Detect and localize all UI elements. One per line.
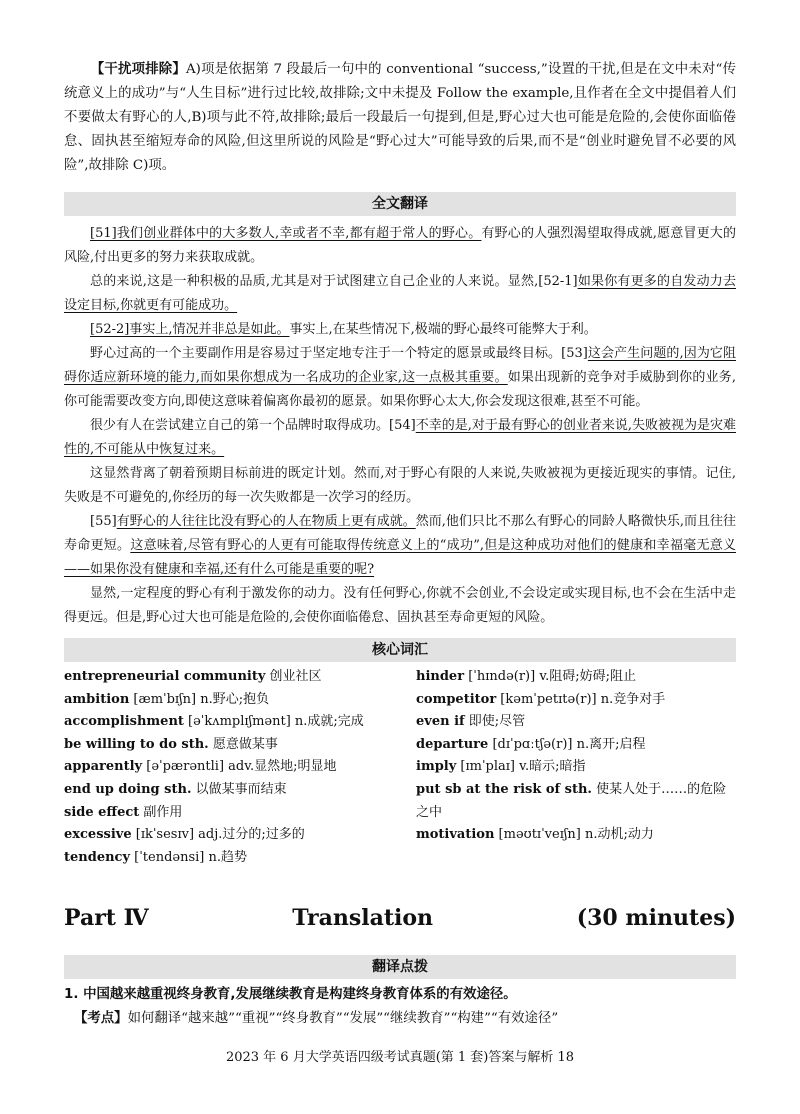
translation-para-5: 很少有人在尝试建立自己的第一个品牌时取得成功。[54]不幸的是,对于最有野心的创业者来说,失败被视为是灾难性的,不可能从中恢复过来。	[64, 418, 737, 457]
vocab-item: apparently [əˈpærəntli] adv.显然地;明显地	[64, 759, 337, 775]
page-content	[64, 58, 736, 1031]
underlined-sentence-55: 有野心的人往往比没有野心的人在物质上更有成就。	[116, 514, 416, 529]
full-translation	[64, 222, 736, 630]
distractor-paragraph	[64, 58, 736, 178]
vocab-list	[64, 666, 736, 869]
vocab-item: excessive [ɪkˈsesɪv] adj.过分的;过多的	[64, 827, 305, 843]
part-time: (30 minutes)	[576, 905, 736, 932]
vocab-item: motivation [məʊtɪˈveɪʃn] n.动机;动力	[416, 827, 654, 843]
underlined-sentence-52-1: 如果你有更多的自发动力去设定目标,你就更有可能成功。	[64, 274, 736, 313]
translation-section-title: 全文翻译	[64, 192, 736, 216]
translation-para-7: [55]有野心的人往往比没有野心的人在物质上更有成就。然而,他们只比不那么有野心的同龄人略微快乐,而且往往寿命更短。这意味着,尽管有野心的人更有可能取得传统意义上的“成功”,但是这种成功对他们的健康和幸福毫无意义——如果你没有健康和幸福,还有什么可能是重要的呢?	[64, 514, 736, 577]
translation-para-4: 野心过高的一个主要副作用是容易过于坚定地专注于一个特定的愿景或最终目标。[53]这会产生问题的,因为它阻碍你适应新环境的能力,而如果你想成为一名成功的企业家,这一点极其重要。如果出现新的竞争对手威胁到你的业务,你可能需要改变方向,即使这意味着偏离你最初的愿景。如果你野心太大,你会发现这很难,甚至不可能。	[64, 346, 737, 409]
vocab-item: entrepreneurial community 创业社区	[64, 669, 322, 684]
underlined-sentence-54: 不幸的是,对于最有野心的创业者来说,失败被视为是灾难性的,不可能从中恢复过来。	[64, 418, 737, 457]
underlined-sentence-53: 这会产生问题的,因为它阻碍你适应新环境的能力,而如果你想成为一名成功的企业家,这一点极其重要。	[64, 346, 737, 385]
part-label: Part Ⅳ	[64, 905, 149, 932]
translation-para-1: [51]我们创业群体中的大多数人,幸或者不幸,都有超于常人的野心。有野心的人强烈渴望取得成就,愿意冒更大的风险,付出更多的努力来获取成就。	[64, 226, 736, 265]
distractor-tag: 【干扰项排除】	[90, 62, 186, 77]
vocab-item: departure [dɪˈpɑːtʃə(r)] n.离开;启程	[416, 736, 646, 752]
vocab-column-left	[64, 666, 416, 869]
vocab-item: end up doing sth. 以做某事而结束	[64, 781, 287, 797]
key-point-text: 如何翻译“越来越”“重视”“终身教育”“发展”“继续教育”“构建”“有效途径”	[127, 1011, 559, 1027]
underlined-sentence-52-2: [52-2]事实上,情况并非总是如此。	[90, 322, 290, 337]
vocab-item: side effect 副作用	[64, 804, 183, 820]
distractor-text: A)项是依据第 7 段最后一句中的 conventional “success,”设置的干扰,但是在文中未对“传统意义上的成功”与“人生目标”进行过比较,故排除;文中未提及 Follow the example,且作者在全文中提倡着人们不要做太有野心的人,B)项与此不符,故排除;最后一段最后一句提到,但是,野心过大也可能是危险的,会使你面临倦怠、固执甚至缩短寿命的风险,但这里所说的风险是“野心过大”可能导致的后果,而不是“创业时避免冒不必要的风险”,故排除 C)项。	[64, 62, 736, 173]
vocab-item: ambition [æmˈbɪʃn] n.野心;抱负	[64, 691, 270, 707]
key-point	[64, 1007, 736, 1031]
key-point-tag: 【考点】	[74, 1011, 128, 1027]
translation-tips-title: 翻译点拨	[64, 955, 736, 979]
vocab-section-title: 核心词汇	[64, 638, 736, 662]
vocab-item: accomplishment [əˈkʌmplɪʃmənt] n.成就;完成	[64, 714, 364, 730]
vocab-item: put sb at the risk of sth. 使某人处于……的危险之中	[416, 781, 727, 820]
translation-para-3: [52-2]事实上,情况并非总是如此。事实上,在某些情况下,极端的野心最终可能弊大于利。	[90, 322, 597, 337]
vocab-item: imply [ɪmˈplaɪ] v.暗示;暗指	[416, 759, 586, 775]
translation-para-8: 显然,一定程度的野心有利于激发你的动力。没有任何野心,你就不会创业,不会设定或实现目标,也不会在生活中走得更远。但是,野心过大也可能是危险的,会使你面临倦怠、固执甚至寿命更短的风险。	[64, 586, 736, 625]
question-1: 1. 中国越来越重视终身教育,发展继续教育是构建终身教育体系的有效途径。	[64, 987, 517, 1003]
vocab-item: hinder [ˈhɪndə(r)] v.阻碍;妨碍;阻止	[416, 669, 637, 684]
part-title: Translation	[292, 905, 434, 932]
translation-para-6: 这显然背离了朝着预期目标前进的既定计划。然而,对于野心有限的人来说,失败被视为更接近现实的事情。记住,失败是不可避免的,你经历的每一次失败都是一次学习的经历。	[64, 466, 736, 505]
vocab-item: competitor [kəmˈpetɪtə(r)] n.竞争对手	[416, 691, 666, 707]
part-heading	[64, 905, 736, 931]
vocab-item: even if 即使;尽管	[416, 714, 526, 730]
vocab-item: tendency [ˈtendənsi] n.趋势	[64, 849, 248, 865]
underlined-sentence-51: [51]我们创业群体中的大多数人,幸或者不幸,都有超于常人的野心。	[90, 226, 482, 241]
vocab-column-right	[416, 666, 736, 869]
translation-para-2: 总的来说,这是一种积极的品质,尤其是对于试图建立自己企业的人来说。显然,[52-1]如果你有更多的自发动力去设定目标,你就更有可能成功。	[64, 274, 736, 313]
page-footer: 2023 年 6 月大学英语四级考试真题(第 1 套)答案与解析 18	[225, 1050, 575, 1065]
vocab-item: be willing to do sth. 愿意做某事	[64, 736, 278, 752]
